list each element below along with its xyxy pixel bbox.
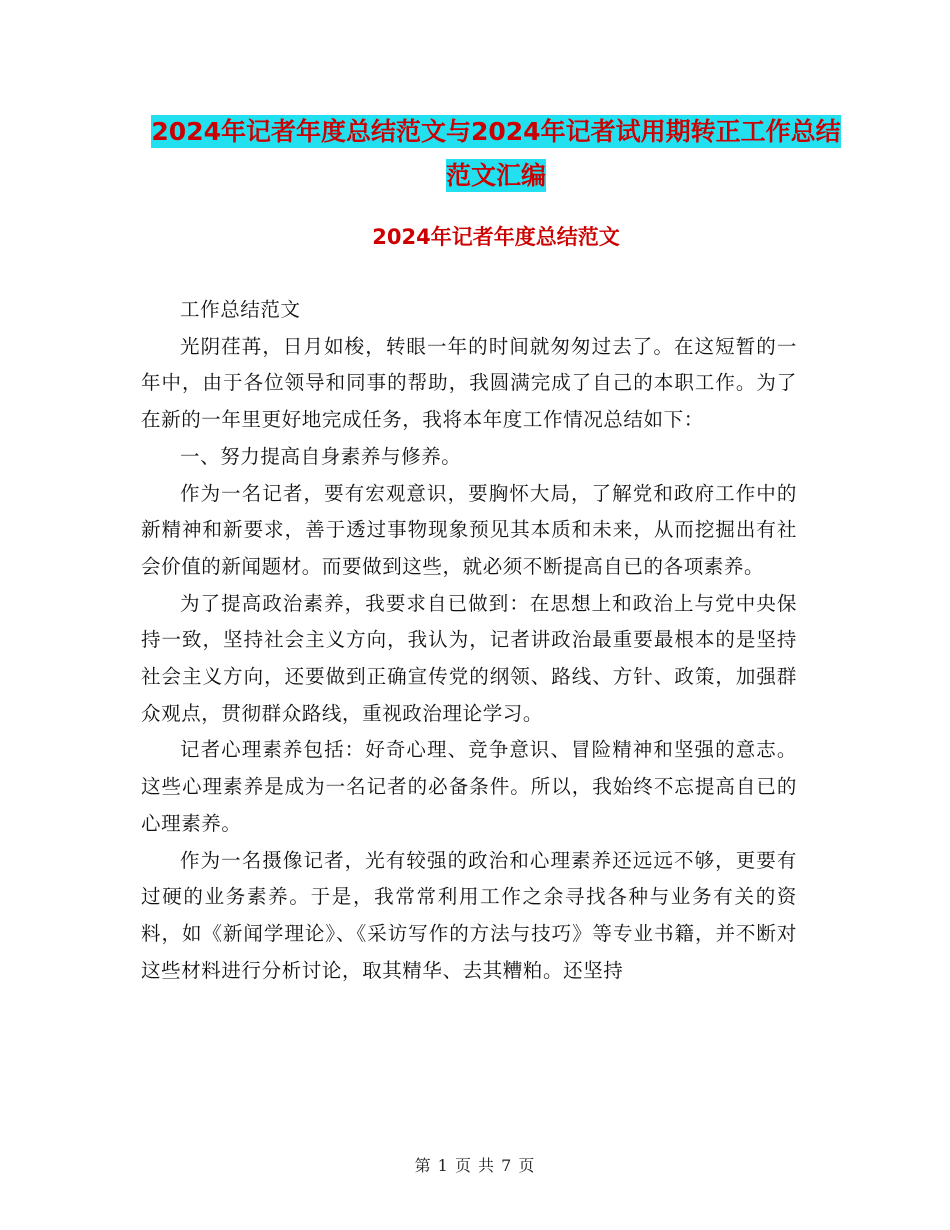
document-body — [141, 292, 797, 989]
page-footer — [0, 1155, 950, 1177]
footer-prefix: 第 — [414, 1156, 432, 1175]
body-paragraph: 一、努力提高自身素养与修养。 — [180, 444, 462, 468]
body-paragraph: 为了提高政治素养，我要求自已做到：在思想上和政治上与党中央保持一致，坚持社会主义方向，我认为，记者讲政治最重要最根本的是坚持社会主义方向，还要做到正确宣传党的纲领、路线、方针、政策，加强群众观点，贯彻群众路线，重视政治理论学习。 — [141, 591, 797, 725]
body-paragraph: 作为一名记者，要有宏观意识，要胸怀大局，了解党和政府工作中的新精神和新要求，善于透过事物现象预见其本质和未来，从而挖掘出有社会价值的新闻题材。而要做到这些，就必须不断提高自已的各项素养。 — [141, 481, 797, 578]
document-title-text: 2024年记者年度总结范文与2024年记者试用期转正工作总结范文汇编 — [151, 117, 841, 190]
footer-suffix: 页 — [518, 1156, 536, 1175]
body-paragraph: 记者心理素养包括：好奇心理、竞争意识、冒险精神和坚强的意志。这些心理素养是成为一名记者的必备条件。所以，我始终不忘提高自已的心理素养。 — [141, 738, 797, 835]
footer-total-pages: 7 — [501, 1156, 513, 1175]
section-title: 2024年记者年度总结范文 — [372, 225, 620, 249]
body-paragraph: 光阴荏苒，日月如梭，转眼一年的时间就匆匆过去了。在这短暂的一年中，由于各位领导和同事的帮助，我圆满完成了自己的本职工作。为了在新的一年里更好地完成任务，我将本年度工作情况总结如下： — [141, 334, 797, 432]
body-paragraph: 工作总结范文 — [180, 298, 301, 321]
footer-middle: 页 共 — [454, 1156, 496, 1175]
body-paragraph: 作为一名摄像记者，光有较强的政治和心理素养还远远不够，更要有过硬的业务素养。于是，我常常利用工作之余寻找各种与业务有关的资料，如《新闻学理论》、《采访写作的方法与技巧》等专业书籍，并不断对这些材料进行分析讨论，取其精华、去其糟粕。还坚持 — [141, 848, 797, 982]
document-title — [140, 110, 852, 198]
footer-page-number: 1 — [437, 1156, 449, 1175]
